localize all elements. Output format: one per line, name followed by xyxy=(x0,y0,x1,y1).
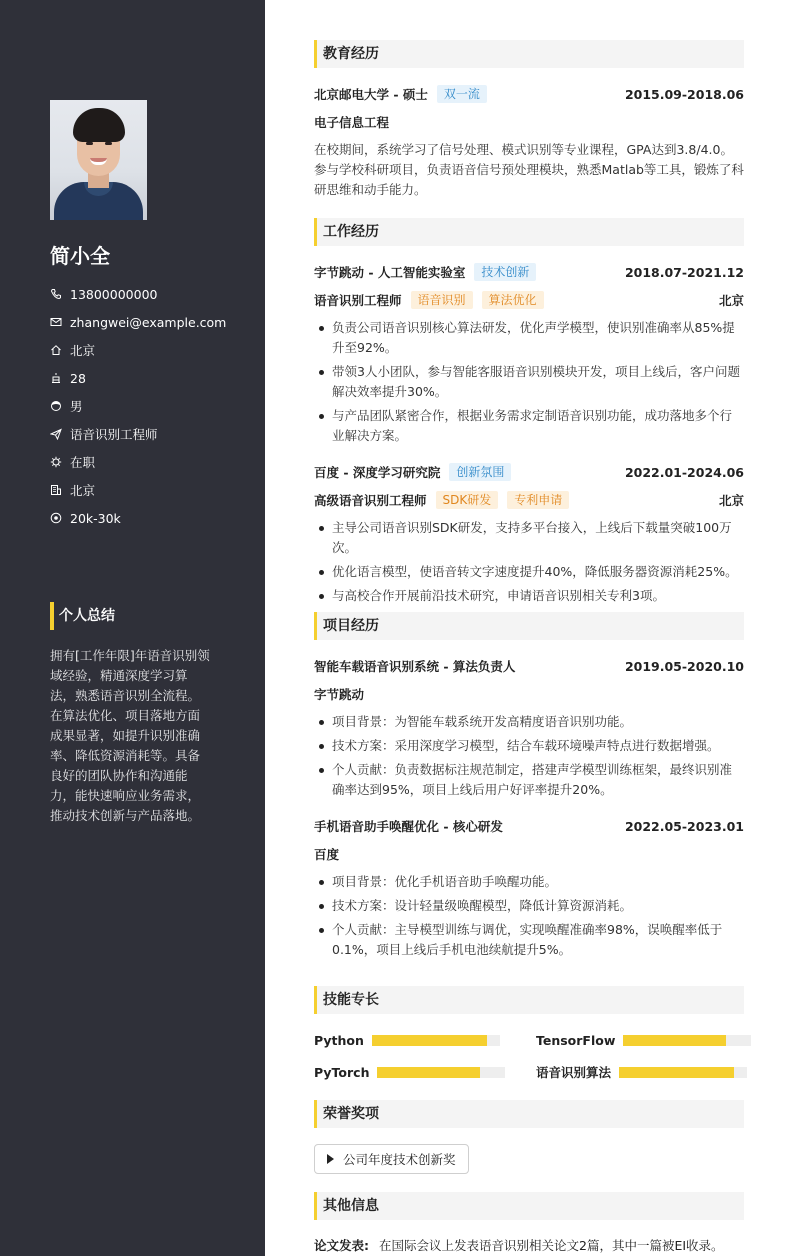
job-date: 2022.01-2024.06 xyxy=(624,464,744,480)
summary-title: 个人总结 xyxy=(50,602,115,630)
project-org: 字节跳动 xyxy=(314,687,365,702)
phone-icon xyxy=(50,288,62,300)
list-item: 技术方案：采用深度学习模型，结合车载环境噪声特点进行数据增强。 xyxy=(314,736,744,756)
info-gender xyxy=(50,392,226,420)
summary-text: 拥有[工作年限]年语音识别领域经验，精通深度学习算法，熟悉语音识别全流程。在算法优化、项目落地方面成果显著，如提升识别准确率、降低资源消耗等。具备良好的团队协作和沟通能力，能快速响应业务需求，推动技术创新与产品落地。 xyxy=(50,648,210,823)
list-item: 技术方案：设计轻量级唤醒模型，降低计算资源消耗。 xyxy=(314,896,744,916)
info-status xyxy=(50,448,226,476)
info-email-text: zhangwei@example.com xyxy=(70,314,227,330)
info-gender-text: 男 xyxy=(70,399,83,414)
section-skills-title: 技能专长 xyxy=(314,986,744,1014)
play-icon xyxy=(327,1154,334,1164)
send-icon xyxy=(50,428,62,440)
salary-icon xyxy=(50,512,62,524)
job-city: 北京 xyxy=(718,293,744,308)
other-label: 论文发表: xyxy=(314,1238,369,1253)
project-date: 2019.05-2020.10 xyxy=(624,658,744,674)
skill-item xyxy=(536,1062,747,1082)
list-item: 个人贡献：负责数据标注规范制定，搭建声学模型训练框架，最终识别准确率达到95%，项目上线后用户好评率提升20%。 xyxy=(314,760,744,800)
project-bullets xyxy=(314,712,744,804)
skill-item xyxy=(314,1030,500,1050)
project-header xyxy=(314,816,744,836)
info-age-text: 28 xyxy=(70,370,86,386)
section-awards-title: 荣誉奖项 xyxy=(314,1100,744,1128)
section-projects-title: 项目经历 xyxy=(314,612,744,640)
job-role-tag: 算法优化 xyxy=(482,291,544,309)
candidate-name: 简小全 xyxy=(50,244,110,268)
info-location-text: 北京 xyxy=(70,343,96,358)
other-text: 在国际会议上发表语音识别相关论文2篇，其中一篇被EI收录。 xyxy=(378,1238,724,1253)
job-bullets xyxy=(314,518,744,610)
skill-bar-fill xyxy=(619,1067,734,1078)
project-org-row xyxy=(314,684,744,704)
status-icon xyxy=(50,456,62,468)
list-item: 与高校合作开展前沿技术研究，申请语音识别相关专利3项。 xyxy=(314,586,744,606)
list-item: 项目背景：优化手机语音助手唤醒功能。 xyxy=(314,872,744,892)
age-icon xyxy=(50,372,62,384)
education-major: 电子信息工程 xyxy=(314,115,390,130)
list-item: 与产品团队紧密合作，根据业务需求定制语音识别功能，成功落地多个行业解决方案。 xyxy=(314,406,744,446)
skill-bar xyxy=(619,1067,747,1078)
job-company: 字节跳动 - 人工智能实验室 xyxy=(314,265,466,280)
job-role-tag: 专利申请 xyxy=(507,491,569,509)
job-role-tag: 语音识别 xyxy=(411,291,473,309)
skill-name: Python xyxy=(314,1032,364,1048)
section-work-title: 工作经历 xyxy=(314,218,744,246)
education-date: 2015.09-2018.06 xyxy=(624,86,744,102)
education-desc: 在校期间，系统学习了信号处理、模式识别等专业课程，GPA达到3.8/4.0。参与学校科研项目，负责语音信号预处理模块，熟悉Matlab等工具，锻炼了科研思维和动手能力。 xyxy=(314,142,744,197)
skill-name: 语音识别算法 xyxy=(536,1065,612,1080)
education-major-row xyxy=(314,112,744,132)
avatar xyxy=(50,100,147,220)
info-email xyxy=(50,308,226,336)
info-job-target-text: 语音识别工程师 xyxy=(70,427,158,442)
info-salary xyxy=(50,504,226,532)
sidebar xyxy=(0,0,265,1256)
list-item: 个人贡献：主导模型训练与调优，实现唤醒准确率98%，误唤醒率低于0.1%，项目上线后手机电池续航提升5%。 xyxy=(314,920,744,960)
info-phone xyxy=(50,280,226,308)
section-education-title: 教育经历 xyxy=(314,40,744,68)
skill-bar xyxy=(372,1035,500,1046)
project-bullets xyxy=(314,872,744,964)
info-age xyxy=(50,364,226,392)
education-school: 北京邮电大学 - 硕士 xyxy=(314,87,428,102)
list-item: 负责公司语音识别核心算法研发，优化声学模型，使识别准确率从85%提升至92%。 xyxy=(314,318,744,358)
info-phone-text: 13800000000 xyxy=(70,286,158,302)
education-header xyxy=(314,84,744,104)
job-city: 北京 xyxy=(718,493,744,508)
other-info xyxy=(314,1236,724,1254)
skill-bar-fill xyxy=(623,1035,725,1046)
job-date: 2018.07-2021.12 xyxy=(624,264,744,280)
project-org-row xyxy=(314,844,744,864)
info-salary-text: 20k-30k xyxy=(70,510,121,526)
skill-name: PyTorch xyxy=(314,1064,370,1080)
list-item: 主导公司语音识别SDK研发，支持多平台接入，上线后下载量突破100万次。 xyxy=(314,518,744,558)
project-org: 百度 xyxy=(314,847,340,862)
info-status-text: 在职 xyxy=(70,455,96,470)
job-role-row xyxy=(314,490,744,510)
skill-bar-fill xyxy=(372,1035,487,1046)
project-name: 手机语音助手唤醒优化 - 核心研发 xyxy=(314,819,503,834)
info-city-text: 北京 xyxy=(70,483,96,498)
mail-icon xyxy=(50,316,62,328)
list-item: 带领3人小团队，参与智能客服语音识别模块开发，项目上线后，客户问题解决效率提升30%。 xyxy=(314,362,744,402)
award-label: 公司年度技术创新奖 xyxy=(343,1152,456,1167)
gender-icon xyxy=(50,400,62,412)
section-other-title: 其他信息 xyxy=(314,1192,744,1220)
building-icon xyxy=(50,484,62,496)
education-tag: 双一流 xyxy=(437,85,487,103)
project-date: 2022.05-2023.01 xyxy=(624,818,744,834)
info-location xyxy=(50,336,226,364)
skill-bar-fill xyxy=(377,1067,479,1078)
job-bullets xyxy=(314,318,744,450)
job-role-tag: SDK研发 xyxy=(436,491,499,509)
job-header xyxy=(314,262,744,282)
list-item: 优化语言模型，使语音转文字速度提升40%，降低服务器资源消耗25%。 xyxy=(314,562,744,582)
skill-bar xyxy=(377,1067,505,1078)
award-item[interactable] xyxy=(314,1144,469,1174)
skill-name: TensorFlow xyxy=(536,1032,616,1048)
job-company-tag: 创新氛围 xyxy=(449,463,511,481)
job-role: 语音识别工程师 xyxy=(314,293,402,308)
home-icon xyxy=(50,344,62,356)
project-header xyxy=(314,656,744,676)
info-job-target xyxy=(50,420,226,448)
job-company-tag: 技术创新 xyxy=(474,263,536,281)
job-role-row xyxy=(314,290,744,310)
job-role: 高级语音识别工程师 xyxy=(314,493,427,508)
info-city xyxy=(50,476,226,504)
skill-item xyxy=(314,1062,505,1082)
project-name: 智能车载语音识别系统 - 算法负责人 xyxy=(314,659,516,674)
skill-item xyxy=(536,1030,751,1050)
contact-info-list xyxy=(50,280,226,532)
list-item: 项目背景：为智能车载系统开发高精度语音识别功能。 xyxy=(314,712,744,732)
skill-bar xyxy=(623,1035,751,1046)
job-company: 百度 - 深度学习研究院 xyxy=(314,465,441,480)
job-header xyxy=(314,462,744,482)
